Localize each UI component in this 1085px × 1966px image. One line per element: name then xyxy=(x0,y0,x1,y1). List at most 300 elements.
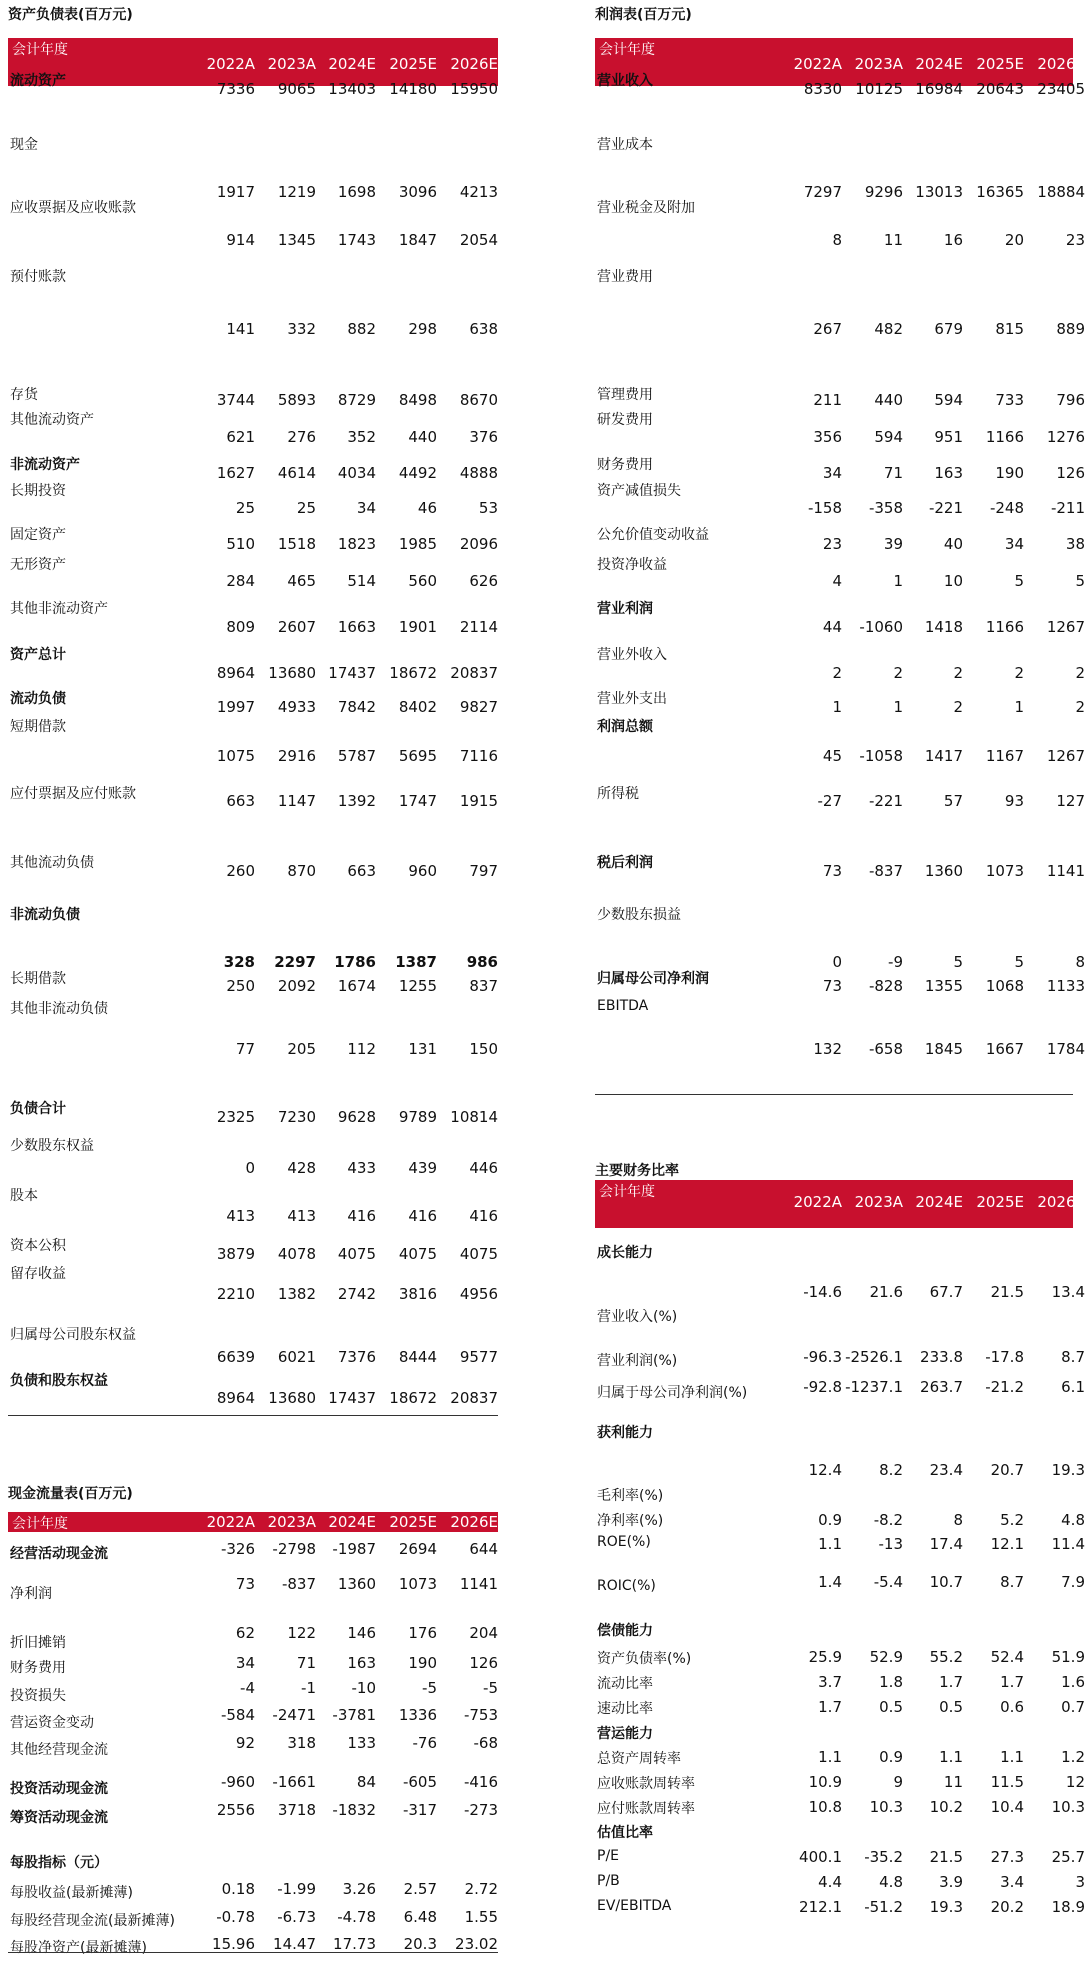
cell-value: 190 xyxy=(408,1654,437,1672)
cell-value: 1255 xyxy=(398,977,437,995)
header-year: 2022A xyxy=(793,1193,842,1211)
row-label: 营业成本 xyxy=(597,137,653,153)
cell-value: 1073 xyxy=(398,1575,437,1593)
row-label: 长期投资 xyxy=(10,483,66,499)
row-label: 营业外收入 xyxy=(597,647,667,663)
cell-value: 13.4 xyxy=(1051,1283,1085,1301)
cell-value: 23405 xyxy=(1037,80,1085,98)
cell-value: 797 xyxy=(469,862,498,880)
cell-value: 19.3 xyxy=(1051,1461,1085,1479)
cell-value: 644 xyxy=(469,1540,498,1558)
cell-value: 3744 xyxy=(216,391,255,409)
cell-value: 10.7 xyxy=(929,1573,963,1591)
cell-value: 146 xyxy=(347,1624,376,1642)
cell-value: 14180 xyxy=(389,80,437,98)
cell-value: 18672 xyxy=(389,1389,437,1407)
row-label: 投资净收益 xyxy=(597,557,667,573)
cell-value: 5 xyxy=(953,953,963,971)
cell-value: -14.6 xyxy=(803,1283,842,1301)
row-label: 筹资活动现金流 xyxy=(10,1810,108,1826)
cell-value: -3781 xyxy=(332,1706,376,1724)
row-label: 流动比率 xyxy=(597,1676,653,1692)
cell-value: -35.2 xyxy=(864,1848,903,1866)
row-label: 利润总额 xyxy=(597,719,653,735)
cell-value: 416 xyxy=(469,1207,498,1225)
cell-value: 92 xyxy=(235,1734,255,1752)
cell-value: 4075 xyxy=(337,1245,376,1263)
cell-value: 20.7 xyxy=(990,1461,1024,1479)
cell-value: 1.1 xyxy=(818,1535,842,1553)
cell-value: -21.2 xyxy=(985,1378,1024,1396)
cell-value: 8 xyxy=(953,1511,963,1529)
cell-value: 126 xyxy=(469,1654,498,1672)
cell-value: 2096 xyxy=(459,535,498,553)
cell-value: 12.1 xyxy=(990,1535,1024,1553)
row-label: 负债合计 xyxy=(10,1101,66,1117)
cell-value: -837 xyxy=(281,1575,316,1593)
cell-value: 0.9 xyxy=(879,1748,903,1766)
cell-value: 7.9 xyxy=(1061,1573,1085,1591)
row-label: 营业费用 xyxy=(597,269,653,285)
cell-value: 440 xyxy=(874,391,903,409)
row-label: 每股收益(最新摊薄) xyxy=(10,1885,133,1901)
cell-value: 7842 xyxy=(337,698,376,716)
cell-value: 1068 xyxy=(985,977,1024,995)
cell-value: 276 xyxy=(287,428,316,446)
cell-value: 9577 xyxy=(459,1348,498,1366)
cell-value: 10814 xyxy=(450,1108,498,1126)
cell-value: 6639 xyxy=(216,1348,255,1366)
cell-value: 13403 xyxy=(328,80,376,98)
cell-value: 25.9 xyxy=(808,1648,842,1666)
row-label: 应收账款周转率 xyxy=(597,1776,695,1792)
cell-value: 71 xyxy=(296,1654,316,1672)
cell-value: -2471 xyxy=(272,1706,316,1724)
row-label: 每股经营现金流(最新摊薄) xyxy=(10,1913,175,1929)
cell-value: 376 xyxy=(469,428,498,446)
cell-value: 2114 xyxy=(459,618,498,636)
cell-value: -221 xyxy=(928,499,963,517)
cell-value: -0.78 xyxy=(216,1908,255,1926)
cell-value: 2297 xyxy=(274,953,316,971)
cell-value: 4888 xyxy=(459,464,498,482)
cell-value: 163 xyxy=(934,464,963,482)
row-label: 流动资产 xyxy=(10,73,66,89)
header-year: 2023A xyxy=(267,1513,316,1531)
cell-value: 1.2 xyxy=(1061,1748,1085,1766)
cell-value: 20.2 xyxy=(990,1898,1024,1916)
cell-value: 0.6 xyxy=(1000,1698,1024,1716)
cell-value: 8 xyxy=(832,231,842,249)
cell-value: 132 xyxy=(813,1040,842,1058)
cell-value: 0.5 xyxy=(879,1698,903,1716)
row-label: 营业外支出 xyxy=(597,691,667,707)
cell-value: -4.78 xyxy=(337,1908,376,1926)
cell-value: 3.4 xyxy=(1000,1873,1024,1891)
cell-value: 1 xyxy=(893,698,903,716)
cell-value: 796 xyxy=(1056,391,1085,409)
row-label: 应收票据及应收账款 xyxy=(10,200,136,216)
cell-value: 1392 xyxy=(337,792,376,810)
cell-value: 11.4 xyxy=(1051,1535,1085,1553)
row-label: 长期借款 xyxy=(10,971,66,987)
row-label: 净利率(%) xyxy=(597,1513,664,1529)
cell-value: 8.7 xyxy=(1061,1348,1085,1366)
cell-value: 3.7 xyxy=(818,1673,842,1691)
cell-value: 1345 xyxy=(277,231,316,249)
cell-value: -51.2 xyxy=(864,1898,903,1916)
cell-value: 2092 xyxy=(277,977,316,995)
cell-value: 1667 xyxy=(985,1040,1024,1058)
cell-value: 332 xyxy=(287,320,316,338)
cell-value: 1276 xyxy=(1046,428,1085,446)
cell-value: 1847 xyxy=(398,231,437,249)
cell-value: -8.2 xyxy=(873,1511,903,1529)
cell-value: 25.7 xyxy=(1051,1848,1085,1866)
cell-value: 4614 xyxy=(277,464,316,482)
cell-value: 23 xyxy=(822,535,842,553)
cell-value: 17.73 xyxy=(333,1935,376,1953)
cell-value: 2 xyxy=(953,664,963,682)
cell-value: 17437 xyxy=(328,664,376,682)
cell-value: 663 xyxy=(347,862,376,880)
cell-value: 2556 xyxy=(216,1801,255,1819)
row-label: 成长能力 xyxy=(597,1245,653,1261)
cell-value: 0.7 xyxy=(1061,1698,1085,1716)
cell-value: 1073 xyxy=(985,862,1024,880)
cell-value: 4213 xyxy=(459,183,498,201)
row-label: 其他流动负债 xyxy=(10,855,94,871)
cell-value: 13680 xyxy=(268,1389,316,1407)
cell-value: 1674 xyxy=(337,977,376,995)
row-label: 其他非流动负债 xyxy=(10,1001,108,1017)
cell-value: 1 xyxy=(893,572,903,590)
cell-value: 413 xyxy=(226,1207,255,1225)
cell-value: 1518 xyxy=(277,535,316,553)
cell-value: 212.1 xyxy=(799,1898,842,1916)
cell-value: 3718 xyxy=(277,1801,316,1819)
cell-value: 0 xyxy=(832,953,842,971)
cell-value: 34 xyxy=(356,499,376,517)
cell-value: 0.18 xyxy=(221,1880,255,1898)
row-label: 财务费用 xyxy=(10,1660,66,1676)
row-label: ROE(%) xyxy=(597,1534,651,1550)
cell-value: 2916 xyxy=(277,747,316,765)
cell-value: 16365 xyxy=(976,183,1024,201)
row-label: 其他流动资产 xyxy=(10,412,94,428)
cell-value: 13013 xyxy=(915,183,963,201)
cell-value: 356 xyxy=(813,428,842,446)
cell-value: 34 xyxy=(822,464,842,482)
row-label: 固定资产 xyxy=(10,527,66,543)
cell-value: -658 xyxy=(868,1040,903,1058)
cell-value: 133 xyxy=(347,1734,376,1752)
row-label: 营业利润 xyxy=(597,601,653,617)
row-label: 留存收益 xyxy=(10,1266,66,1282)
row-label: 营业收入(%) xyxy=(597,1309,678,1325)
cell-value: 433 xyxy=(347,1159,376,1177)
cell-value: -273 xyxy=(463,1801,498,1819)
cell-value: 328 xyxy=(223,953,255,971)
cell-value: 20837 xyxy=(450,1389,498,1407)
row-label: 负债和股东权益 xyxy=(10,1373,108,1389)
cell-value: 150 xyxy=(469,1040,498,1058)
cell-value: 2607 xyxy=(277,618,316,636)
cell-value: 53 xyxy=(478,499,498,517)
header-label: 会计年度 xyxy=(12,42,68,58)
balance-sheet-header-row xyxy=(8,38,498,86)
cell-value: 951 xyxy=(934,428,963,446)
cell-value: 2054 xyxy=(459,231,498,249)
row-label: 归属母公司净利润 xyxy=(597,971,709,987)
row-label: 获利能力 xyxy=(597,1425,653,1441)
cell-value: 2 xyxy=(1075,698,1085,716)
cell-value: 626 xyxy=(469,572,498,590)
cell-value: 10.4 xyxy=(990,1798,1024,1816)
cell-value: -2526.1 xyxy=(845,1348,903,1366)
cell-value: 1.1 xyxy=(818,1748,842,1766)
cell-value: 8.7 xyxy=(1000,1573,1024,1591)
row-label: 存货 xyxy=(10,387,38,403)
cell-value: -326 xyxy=(220,1540,255,1558)
cash-flow-header-row xyxy=(8,1512,498,1532)
row-label: 净利润 xyxy=(10,1586,52,1602)
cell-value: 7376 xyxy=(337,1348,376,1366)
cell-value: 141 xyxy=(226,320,255,338)
header-year: 2023A xyxy=(854,55,903,73)
cell-value: -4 xyxy=(240,1679,255,1697)
cell-value: 2 xyxy=(953,698,963,716)
cell-value: 1075 xyxy=(216,747,255,765)
cell-value: 73 xyxy=(822,977,842,995)
cell-value: 21.5 xyxy=(929,1848,963,1866)
cell-value: 9 xyxy=(893,1773,903,1791)
cell-value: 1627 xyxy=(216,464,255,482)
cell-value: 62 xyxy=(235,1624,255,1642)
cell-value: -76 xyxy=(412,1734,437,1752)
cell-value: -416 xyxy=(463,1773,498,1791)
cell-value: -1987 xyxy=(332,1540,376,1558)
cell-value: -6.73 xyxy=(277,1908,316,1926)
row-label: P/E xyxy=(597,1848,620,1864)
cell-value: -1060 xyxy=(859,618,903,636)
cell-value: -17.8 xyxy=(985,1348,1024,1366)
row-label: 归属母公司股东权益 xyxy=(10,1327,136,1343)
cell-value: 1147 xyxy=(277,792,316,810)
row-label: 财务费用 xyxy=(597,457,653,473)
cell-value: 11 xyxy=(883,231,903,249)
header-year: 2026E xyxy=(1037,55,1085,73)
cell-value: 1.6 xyxy=(1061,1673,1085,1691)
cell-value: 176 xyxy=(408,1624,437,1642)
cell-value: -10 xyxy=(351,1679,376,1697)
row-label: EV/EBITDA xyxy=(597,1898,672,1914)
cell-value: 16984 xyxy=(915,80,963,98)
cell-value: 7336 xyxy=(216,80,255,98)
cell-value: -221 xyxy=(868,792,903,810)
row-label: 经营活动现金流 xyxy=(10,1546,108,1562)
row-label: 其他非流动资产 xyxy=(10,601,108,617)
header-label: 会计年度 xyxy=(599,1184,655,1200)
cash-flow-title: 现金流量表(百万元) xyxy=(8,1486,133,1502)
cell-value: 4 xyxy=(832,572,842,590)
cell-value: 1985 xyxy=(398,535,437,553)
cell-value: 1 xyxy=(1014,698,1024,716)
header-year: 2025E xyxy=(389,1513,437,1531)
cell-value: 1382 xyxy=(277,1285,316,1303)
cell-value: 267 xyxy=(813,320,842,338)
cell-value: 5 xyxy=(1014,953,1024,971)
cell-value: 6.1 xyxy=(1061,1378,1085,1396)
cell-value: 1743 xyxy=(337,231,376,249)
cell-value: 8402 xyxy=(398,698,437,716)
cell-value: 20.3 xyxy=(403,1935,437,1953)
cell-value: 77 xyxy=(235,1040,255,1058)
cell-value: -68 xyxy=(473,1734,498,1752)
cell-value: 122 xyxy=(287,1624,316,1642)
cell-value: 1747 xyxy=(398,792,437,810)
cell-value: 93 xyxy=(1004,792,1024,810)
cell-value: -1058 xyxy=(859,747,903,765)
cell-value: 21.6 xyxy=(869,1283,903,1301)
balance-sheet-title: 资产负债表(百万元) xyxy=(8,7,133,23)
balance-sheet-bottom-rule xyxy=(8,1415,498,1416)
cell-value: 17.4 xyxy=(929,1535,963,1553)
cell-value: 1.7 xyxy=(818,1698,842,1716)
header-year: 2026E xyxy=(450,1513,498,1531)
cell-value: 12.4 xyxy=(808,1461,842,1479)
cell-value: 2 xyxy=(1075,664,1085,682)
cell-value: 20643 xyxy=(976,80,1024,98)
cell-value: 21.5 xyxy=(990,1283,1024,1301)
row-label: 流动负债 xyxy=(10,691,66,707)
header-year: 2022A xyxy=(206,55,255,73)
header-year: 2025E xyxy=(976,55,1024,73)
cell-value: 8498 xyxy=(398,391,437,409)
row-label: 少数股东损益 xyxy=(597,907,681,923)
cell-value: 3879 xyxy=(216,1245,255,1263)
cell-value: 18672 xyxy=(389,664,437,682)
cell-value: -5 xyxy=(422,1679,437,1697)
cell-value: 663 xyxy=(226,792,255,810)
cell-value: 889 xyxy=(1056,320,1085,338)
cell-value: 250 xyxy=(226,977,255,995)
cell-value: 1786 xyxy=(334,953,376,971)
cell-value: 8964 xyxy=(216,1389,255,1407)
cell-value: 11 xyxy=(943,1773,963,1791)
cell-value: 67.7 xyxy=(929,1283,963,1301)
cell-value: 23 xyxy=(1065,231,1085,249)
cell-value: 8964 xyxy=(216,664,255,682)
cell-value: 44 xyxy=(822,618,842,636)
row-label: 营运能力 xyxy=(597,1726,653,1742)
cell-value: 52.9 xyxy=(869,1648,903,1666)
cell-value: 1267 xyxy=(1046,618,1085,636)
cell-value: 2 xyxy=(893,664,903,682)
cell-value: 112 xyxy=(347,1040,376,1058)
cell-value: 12 xyxy=(1065,1773,1085,1791)
cell-value: 9065 xyxy=(277,80,316,98)
cell-value: 446 xyxy=(469,1159,498,1177)
cell-value: 413 xyxy=(287,1207,316,1225)
cell-value: 1387 xyxy=(395,953,437,971)
cell-value: 18884 xyxy=(1037,183,1085,201)
row-label: 管理费用 xyxy=(597,387,653,403)
row-label: 每股净资产(最新摊薄) xyxy=(10,1940,147,1956)
cell-value: 9789 xyxy=(398,1108,437,1126)
cell-value: 809 xyxy=(226,618,255,636)
cell-value: 2742 xyxy=(337,1285,376,1303)
cell-value: 0.5 xyxy=(939,1698,963,1716)
row-label: 少数股东权益 xyxy=(10,1138,94,1154)
row-label: 营业税金及附加 xyxy=(597,200,695,216)
cell-value: 8729 xyxy=(337,391,376,409)
row-label: 公允价值变动收益 xyxy=(597,527,709,543)
cell-value: 5787 xyxy=(337,747,376,765)
cell-value: 284 xyxy=(226,572,255,590)
cell-value: 1141 xyxy=(459,1575,498,1593)
cell-value: 428 xyxy=(287,1159,316,1177)
cell-value: 8.2 xyxy=(879,1461,903,1479)
ratios-header-row xyxy=(595,1180,1085,1228)
header-label: 会计年度 xyxy=(12,1516,68,1532)
cell-value: 1267 xyxy=(1046,747,1085,765)
row-label: 营运资金变动 xyxy=(10,1715,94,1731)
cell-value: 621 xyxy=(226,428,255,446)
cell-value: 2 xyxy=(1014,664,1024,682)
cell-value: 4075 xyxy=(459,1245,498,1263)
cell-value: 205 xyxy=(287,1040,316,1058)
cell-value: -2798 xyxy=(272,1540,316,1558)
cell-value: 8 xyxy=(1075,953,1085,971)
cell-value: 27.3 xyxy=(990,1848,1024,1866)
cell-value: 0.9 xyxy=(818,1511,842,1529)
header-year: 2024E xyxy=(915,1193,963,1211)
cell-value: 4.4 xyxy=(818,1873,842,1891)
cell-value: 7297 xyxy=(803,183,842,201)
cell-value: 6.48 xyxy=(403,1908,437,1926)
cell-value: 10.2 xyxy=(929,1798,963,1816)
header-year: 2024E xyxy=(915,55,963,73)
row-label: 资产负债率(%) xyxy=(597,1651,692,1667)
cell-value: 3 xyxy=(1075,1873,1085,1891)
cell-value: 38 xyxy=(1065,535,1085,553)
cell-value: -1832 xyxy=(332,1801,376,1819)
cell-value: -5 xyxy=(483,1679,498,1697)
row-label: 资本公积 xyxy=(10,1238,66,1254)
row-label: 估值比率 xyxy=(597,1825,653,1841)
cell-value: 1997 xyxy=(216,698,255,716)
cell-value: 45 xyxy=(822,747,842,765)
cell-value: 260 xyxy=(226,862,255,880)
row-label: 营业收入 xyxy=(597,73,653,89)
cell-value: 23.4 xyxy=(929,1461,963,1479)
cell-value: 318 xyxy=(287,1734,316,1752)
cell-value: 2.57 xyxy=(403,1880,437,1898)
row-label: 所得税 xyxy=(597,786,639,802)
cell-value: 211 xyxy=(813,391,842,409)
header-year: 2024E xyxy=(328,55,376,73)
cell-value: 1219 xyxy=(277,183,316,201)
cell-value: 51.9 xyxy=(1051,1648,1085,1666)
cell-value: -1 xyxy=(301,1679,316,1697)
cell-value: 3.26 xyxy=(342,1880,376,1898)
cell-value: 25 xyxy=(235,499,255,517)
cell-value: 416 xyxy=(408,1207,437,1225)
cell-value: 10 xyxy=(943,572,963,590)
cell-value: -828 xyxy=(868,977,903,995)
cell-value: 2694 xyxy=(398,1540,437,1558)
